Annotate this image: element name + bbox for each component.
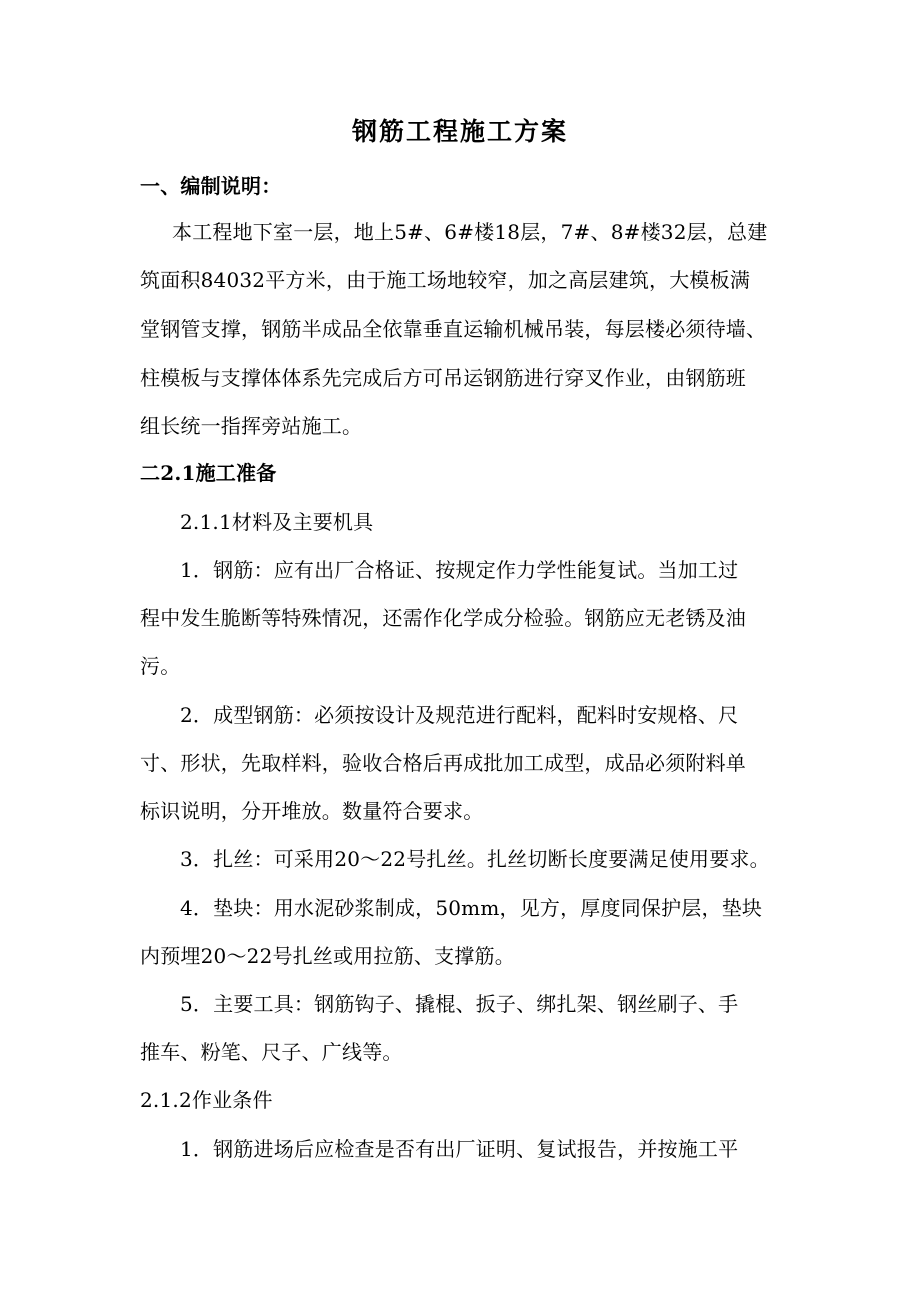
paragraph-line: 1．钢筋进场后应检查是否有出厂证明、复试报告，并按施工平 <box>180 1137 739 1161</box>
paragraph-line: 本工程地下室一层，地上5#、6#楼18层，7#、8#楼32层，总建 <box>172 220 768 244</box>
paragraph-line: 污。 <box>140 654 181 678</box>
paragraph-line: 柱模板与支撑体体系先完成后方可吊运钢筋进行穿叉作业，由钢筋班 <box>140 366 746 390</box>
paragraph-line: 5．主要工具：钢筋钩子、撬棍、扳子、绑扎架、钢丝刷子、手 <box>180 992 739 1016</box>
paragraph-line: 4．垫块：用水泥砂浆制成，50mm，见方，厚度同保护层，垫块 <box>180 896 763 920</box>
subsection-heading: 2.1.1材料及主要机具 <box>180 510 374 534</box>
paragraph-line: 2．成型钢筋：必须按设计及规范进行配料，配料时安规格、尺 <box>180 703 739 727</box>
paragraph-line: 筑面积84032平方米，由于施工场地较窄，加之高层建筑，大模板满 <box>140 268 751 292</box>
paragraph-line: 3．扎丝：可采用20～22号扎丝。扎丝切断长度要满足使用要求。 <box>180 847 770 871</box>
document-title: 钢筋工程施工方案 <box>351 117 568 146</box>
paragraph-line: 组长统一指挥旁站施工。 <box>140 414 363 438</box>
section-heading-1: 一、编制说明： <box>140 174 282 198</box>
section-heading-2: 二2.1施工准备 <box>140 461 277 485</box>
paragraph-line: 堂钢管支撑，钢筋半成品全依靠垂直运输机械吊装，每层楼必须待墙、 <box>140 317 767 341</box>
paragraph-line: 程中发生脆断等特殊情况，还需作化学成分检验。钢筋应无老锈及油 <box>140 606 746 630</box>
paragraph-line: 标识说明，分开堆放。数量符合要求。 <box>140 799 484 823</box>
paragraph-line: 寸、形状，先取样料，验收合格后再成批加工成型，成品必须附料单 <box>140 751 746 775</box>
paragraph-line: 推车、粉笔、尺子、广线等。 <box>140 1040 403 1064</box>
paragraph-line: 内预埋20～22号扎丝或用拉筋、支撑筋。 <box>140 944 515 968</box>
paragraph-line: 1．钢筋：应有出厂合格证、按规定作力学性能复试。当加工过 <box>180 558 739 582</box>
subsection-heading: 2.1.2作业条件 <box>140 1088 273 1112</box>
